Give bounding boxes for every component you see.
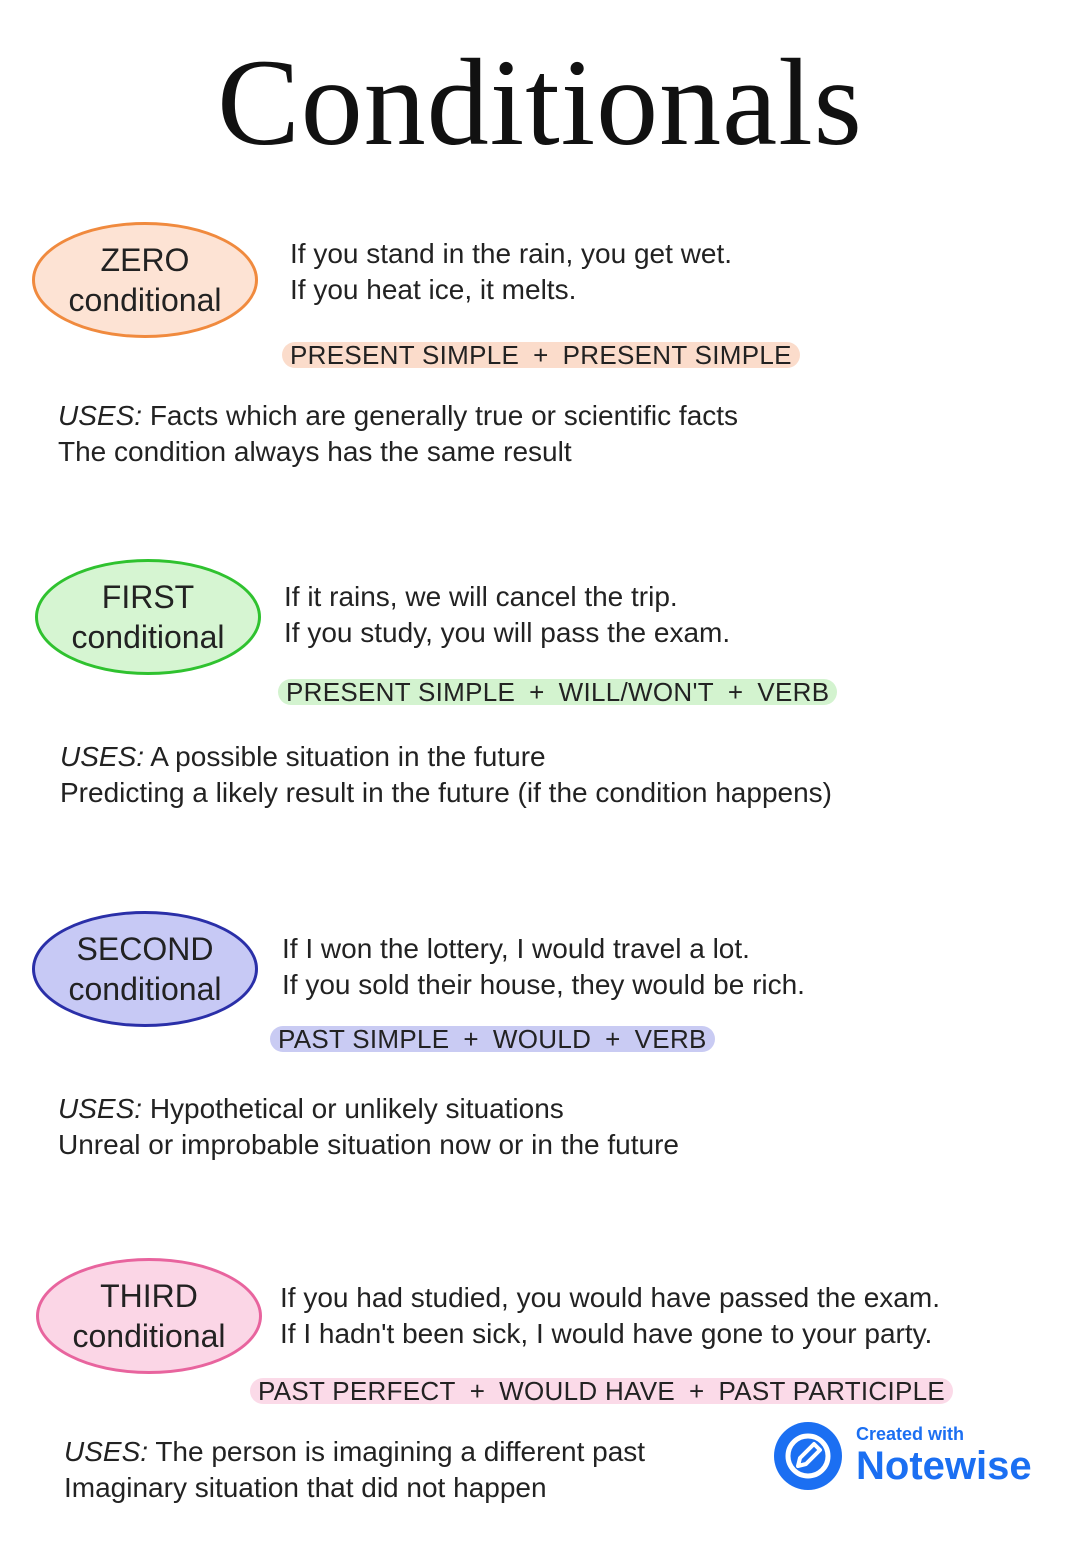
badge-third-conditional: THIRD conditional: [36, 1258, 262, 1374]
uses-second: USES: Hypothetical or unlikely situations Unreal or improbable situation now or in the future: [58, 1093, 680, 1160]
formula-first: PRESENT SIMPLE + WILL/WON'T + VERB: [278, 679, 837, 705]
example-sentence: If I hadn't been sick, I would have gone to your party.: [280, 1318, 933, 1349]
formula-third: PAST PERFECT + WOULD HAVE + PAST PARTICIPLE: [250, 1378, 953, 1404]
example-sentence: If you sold their house, they would be rich.: [282, 969, 805, 1000]
example-sentence: If you heat ice, it melts.: [290, 274, 577, 305]
uses-first: USES: A possible situation in the future Predicting a likely result in the future (if the condition happens): [60, 741, 832, 808]
uses-label: USES:: [58, 400, 143, 431]
uses-third: USES: The person is imagining a different past Imaginary situation that did not happen: [64, 1436, 646, 1503]
uses-label: USES:: [64, 1436, 149, 1467]
uses-zero: USES: Facts which are generally true or scientific facts The condition always has the same result: [58, 400, 739, 467]
uses-label: USES:: [60, 741, 145, 772]
example-sentence: If you had studied, you would have passed the exam.: [280, 1282, 940, 1313]
example-sentence: If it rains, we will cancel the trip.: [284, 581, 678, 612]
examples-second: [282, 931, 805, 1003]
watermark-brand: Notewise: [856, 1444, 1032, 1488]
badge-second-conditional: SECOND conditional: [32, 911, 258, 1027]
section-second-conditional: [0, 911, 1080, 1201]
examples-third: [280, 1280, 940, 1352]
watermark-created-with: Created with: [856, 1424, 965, 1444]
formula-zero: PRESENT SIMPLE + PRESENT SIMPLE: [282, 342, 800, 368]
page-title: Conditionals: [217, 34, 863, 171]
uses-label: USES:: [58, 1093, 143, 1124]
section-third-conditional: [0, 1258, 1080, 1548]
badge-first-conditional: FIRST conditional: [35, 559, 261, 675]
notewise-watermark: [774, 1422, 1054, 1494]
example-sentence: If you stand in the rain, you get wet.: [290, 238, 733, 269]
section-first-conditional: [0, 559, 1080, 849]
pencil-icon: [774, 1422, 842, 1490]
example-sentence: If you study, you will pass the exam.: [284, 617, 731, 648]
badge-zero-conditional: ZERO conditional: [32, 222, 258, 338]
formula-second: PAST SIMPLE + WOULD + VERB: [270, 1026, 715, 1052]
examples-first: [284, 579, 730, 651]
examples-zero: [290, 236, 732, 308]
section-zero-conditional: [0, 222, 1080, 512]
example-sentence: If I won the lottery, I would travel a lot.: [282, 933, 750, 964]
